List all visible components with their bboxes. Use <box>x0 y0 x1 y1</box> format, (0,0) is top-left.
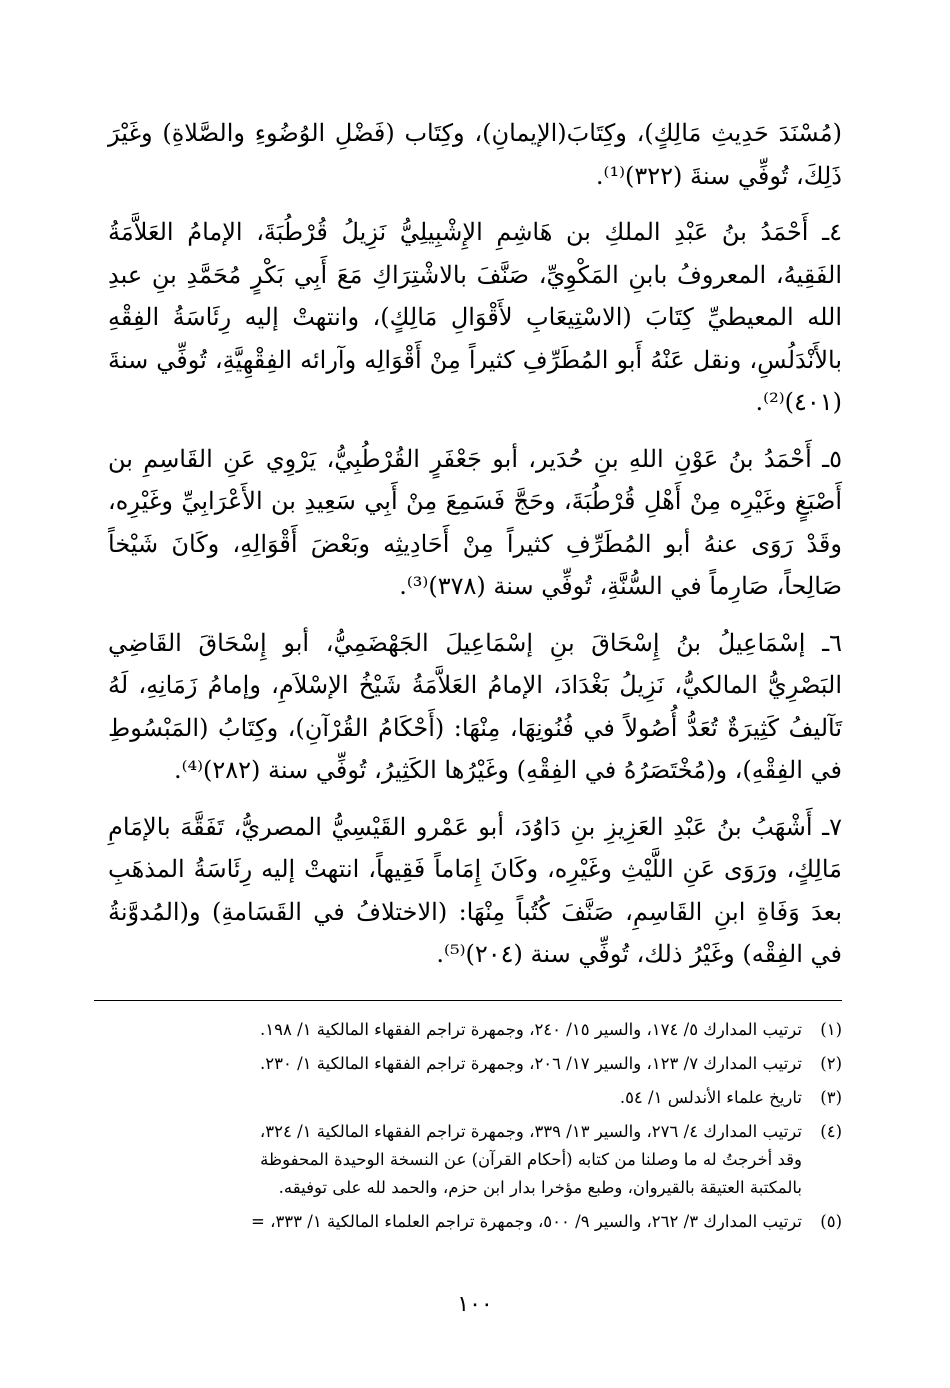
footnote-3 <box>94 1084 842 1112</box>
footnote-number: (١) <box>820 1020 842 1039</box>
footnote-divider <box>94 1000 842 1001</box>
footnote-line: ترتيب المدارك ٤/ ٢٧٦، والسير ١٣/ ٣٣٩، وجمهرة تراجم الفقهاء المالكية ١/ ٣٢٤، <box>259 1122 802 1141</box>
paragraph-entry-6: ٦ـ إسْمَاعِيلُ بنُ إِسْحَاقَ بنِ إسْمَاعِيلَ الجَهْضَمِيُّ، أبو إِسْحَاقَ القَاضِي البَصْرِيُّ المالكيُّ، نَزِيلُ بَغْدَادَ، الإمامُ العَلاَّمَةُ شَيْخُ الإسْلاَمِ، وإمامُ زَمَانِهِ، لَهُ تَآليفُ كَثِيرَةٌ تُعَدُّ أُصُولاً في فُنُونِهَا، مِنْهَا: (أَحْكَامُ القُرْآنِ)، وكِتَابُ (المَبْسُوطِ في الفِقْهِ)، و(مُخْتَصَرُهُ في الفِقْهِ) وغَيْرُها الكَثِيرُ، تُوفِّي سنة (٢٨٢)⁽⁴⁾. <box>108 628 843 784</box>
footnote-number: (٥) <box>820 1212 842 1231</box>
footnote-text <box>94 1208 802 1236</box>
footnote-number: (٢) <box>820 1054 842 1073</box>
footnote-5 <box>94 1208 842 1236</box>
footnote-line: وقد أخرجتُ له ما وصلنا من كتابه (أحكام القرآن) عن النسخة الوحيدة المحفوظة <box>260 1150 802 1169</box>
footnote-text <box>94 1118 802 1202</box>
footnote-1 <box>94 1016 842 1044</box>
footnote-line: تاريخ علماء الأندلس ١/ ٥٤. <box>619 1088 802 1107</box>
footnotes <box>94 1016 842 1242</box>
footnote-line: بالمكتبة العتيقة بالقيروان، وطبع مؤخرا بدار ابن حزم، والحمد لله على توفيقه. <box>278 1178 802 1197</box>
footnote-2 <box>94 1050 842 1078</box>
footnote-text <box>94 1016 802 1044</box>
footnote-number: (٣) <box>820 1088 842 1107</box>
main-text <box>108 112 842 990</box>
page-number: ١٠٠ <box>457 1292 493 1317</box>
paragraph-entry-7: ٧ـ أَشْهَبُ بنُ عَبْدِ العَزِيزِ بنِ دَاوُدَ، أبو عَمْرو القَيْسِيُّ المصريُّ، تَفَقَّهَ بالإمَامِ مَالِكٍ، ورَوَى عَنِ اللَّيْثِ وغَيْرِه، وكَانَ إِمَاماً فَقِيهاً، انتهتْ إليه رِئَاسَةُ المذهَبِ بعدَ وَفَاةِ ابنِ القَاسِمِ، صَنَّفَ كُتُباً مِنْهَا: (الاختلافُ في القَسَامةِ) و(المُدوَّنةُ في الفِقْه) وغَيْرُ ذلك، تُوفِّي سنة (٢٠٤)⁽⁵⁾. <box>108 812 842 968</box>
footnote-number: (٤) <box>820 1122 842 1141</box>
footnote-line: ترتيب المدارك ٣/ ٢٦٢، والسير ٩/ ٥٠٠، وجمهرة تراجم العلماء المالكية ١/ ٣٣٣، = <box>251 1212 802 1231</box>
footnote-4 <box>94 1118 842 1202</box>
footnote-text <box>94 1050 802 1078</box>
footnote-line: ترتيب المدارك ٧/ ١٢٣، والسير ١٧/ ٢٠٦، وجمهرة تراجم الفقهاء المالكية ١/ ٢٣٠. <box>259 1054 802 1073</box>
paragraph-entry-4: ٤ـ أَحْمَدُ بنُ عَبْدِ الملكِ بن هَاشِمِ الإِشْبِيلِيُّ نَزِيلُ قُرْطُبَةَ، الإمامُ العَلاَّمَةُ الفَقِيهُ، المعروفُ بابنِ المَكْوِيِّ، صَنَّفَ بالاشْتِرَاكِ مَعَ أَبِي بَكْرٍ مُحَمَّدِ بنِ عبدِ الله المعيطيِّ كِتَابَ (الاسْتِيعَابِ لأَقْوَالِ مَالِكٍ)، وانتهتْ إليه رِئَاسَةُ الفِقْهِ بالأَنْدَلُسِ، ونقل عَنْهُ أَبو المُطَرِّفِ كثيراً مِنْ أَقْوَالِه وآرائه الفِقْهِيَّةِ، تُوفِّي سنةَ (٤٠١)⁽²⁾. <box>108 218 842 416</box>
paragraph-entry-5: ٥ـ أَحْمَدُ بنُ عَوْنِ اللهِ بنِ حُدَير، أبو جَعْفَرٍ القُرْطُبِيُّ، يَرْوِي عَنِ القَاسِمِ بن أَصْبَغٍ وغَيْرِه مِنْ أَهْلِ قُرْطُبَةَ، وحَجَّ فَسَمِعَ مِنْ أَبِي سَعِيدِ بن الأَعْرَابِيِّ وغَيْرِه، وقَدْ رَوَى عنهُ أبو المُطَرِّفِ كثيراً مِنْ أَحَادِيثِه وبَعْضَ أَقْوَالِهِ، وكَانَ شَيْخاً صَالِحاً، صَارِماً في السُّنَّةِ، تُوفِّي سنة (٣٧٨)⁽³⁾. <box>108 444 843 600</box>
footnote-line: ترتيب المدارك ٥/ ١٧٤، والسير ١٥/ ٢٤٠، وجمهرة تراجم الفقهاء المالكية ١/ ١٩٨. <box>259 1020 802 1039</box>
paragraph-intro: (مُسْنَدَ حَدِيثِ مَالِكٍ)، وكِتَابَ(الإيمانِ)، وكِتَاب (فَضْلِ الوُضُوءِ والصَّلاةِ) وغَيْرَ ذَلِكَ، تُوفِّي سنةَ (٣٢٢)⁽¹⁾. <box>108 119 842 190</box>
footnote-text <box>94 1084 802 1112</box>
